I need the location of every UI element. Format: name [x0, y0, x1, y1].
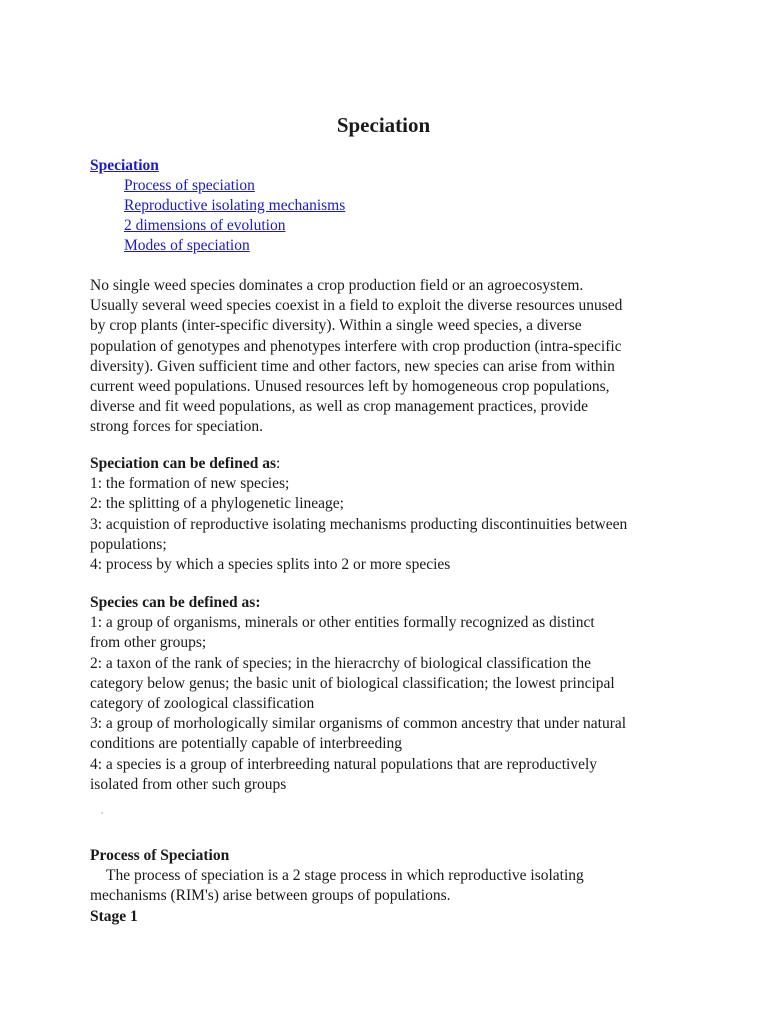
definition-line: 2: the splitting of a phylogenetic lineage; — [90, 495, 344, 513]
species-definition-section — [90, 593, 690, 795]
toc-link-process-of-speciation[interactable]: Process of speciation — [124, 177, 255, 194]
process-line: mechanisms (RIM's) arise between groups of populations. — [90, 887, 451, 905]
definition-line: isolated from other such groups — [90, 775, 287, 793]
definition-line: 2: a taxon of the rank of species; in the hieracrchy of biological classification the — [90, 654, 591, 672]
definition-line: 4: process by which a species splits into 2 or more species — [90, 556, 451, 574]
text-line: No single weed species dominates a crop production field or an agroecosystem. — [90, 277, 584, 294]
toc-link-speciation[interactable]: Speciation — [90, 157, 159, 174]
toc-link-2-dimensions-of-evolution[interactable]: 2 dimensions of evolution — [124, 217, 286, 234]
intro-paragraph — [90, 276, 690, 438]
heading-text: Speciation can be defined as — [90, 455, 277, 472]
definition-line: conditions are potentially capable of interbreeding — [90, 735, 403, 753]
definition-line: 1: the formation of new species; — [90, 475, 290, 493]
text-line: current weed populations. Unused resources left by homogeneous crop populations, — [90, 378, 610, 396]
definition-line: 1: a group of organisms, minerals or other entities formally recognized as distinct — [90, 614, 595, 632]
species-definition-heading: Species can be defined as: — [90, 594, 261, 611]
table-of-contents — [90, 156, 345, 256]
definition-line: populations; — [90, 535, 167, 553]
speciation-definition-heading — [90, 454, 690, 474]
definition-line: category below genus; the basic unit of biological classification; the lowest principal — [90, 674, 615, 692]
heading-colon: : — [276, 455, 281, 472]
text-line: Usually several weed species coexist in a field to exploit the diverse resources unused — [90, 297, 623, 315]
speciation-definition-section — [90, 454, 690, 575]
text-line: diversity). Given sufficient time and other factors, new species can arise from within — [90, 357, 615, 375]
page-title: Speciation — [336, 113, 431, 137]
stage-label: Stage 1 — [90, 907, 138, 925]
text-line: diverse and fit weed populations, as well as crop management practices, provide — [90, 398, 588, 416]
definition-line: from other groups; — [90, 634, 207, 652]
definition-line: 3: a group of morhologically similar organisms of common ancestry that under natural — [90, 715, 627, 733]
text-line: population of genotypes and phenotypes interfere with crop production (intra-specific — [90, 337, 622, 355]
text-line: strong forces for speciation. — [90, 418, 264, 436]
process-line: The process of speciation is a 2 stage process in which reproductive isolating — [106, 867, 584, 885]
definition-line: 4: a species is a group of interbreeding natural populations that are reproductively — [90, 755, 598, 773]
process-heading: Process of Speciation — [90, 847, 230, 864]
toc-link-modes-of-speciation[interactable]: Modes of speciation — [124, 237, 250, 254]
definition-line: 3: acquistion of reproductive isolating mechanisms producting discontinuities between — [90, 515, 628, 533]
process-of-speciation-section — [90, 846, 690, 927]
text-line: by crop plants (inter-specific diversity). Within a single weed species, a diverse — [90, 317, 582, 335]
definition-line: category of zoological classification — [90, 695, 315, 713]
toc-link-reproductive-isolating-mechanisms[interactable]: Reproductive isolating mechanisms — [124, 197, 346, 214]
stray-dot-mark — [101, 812, 103, 814]
